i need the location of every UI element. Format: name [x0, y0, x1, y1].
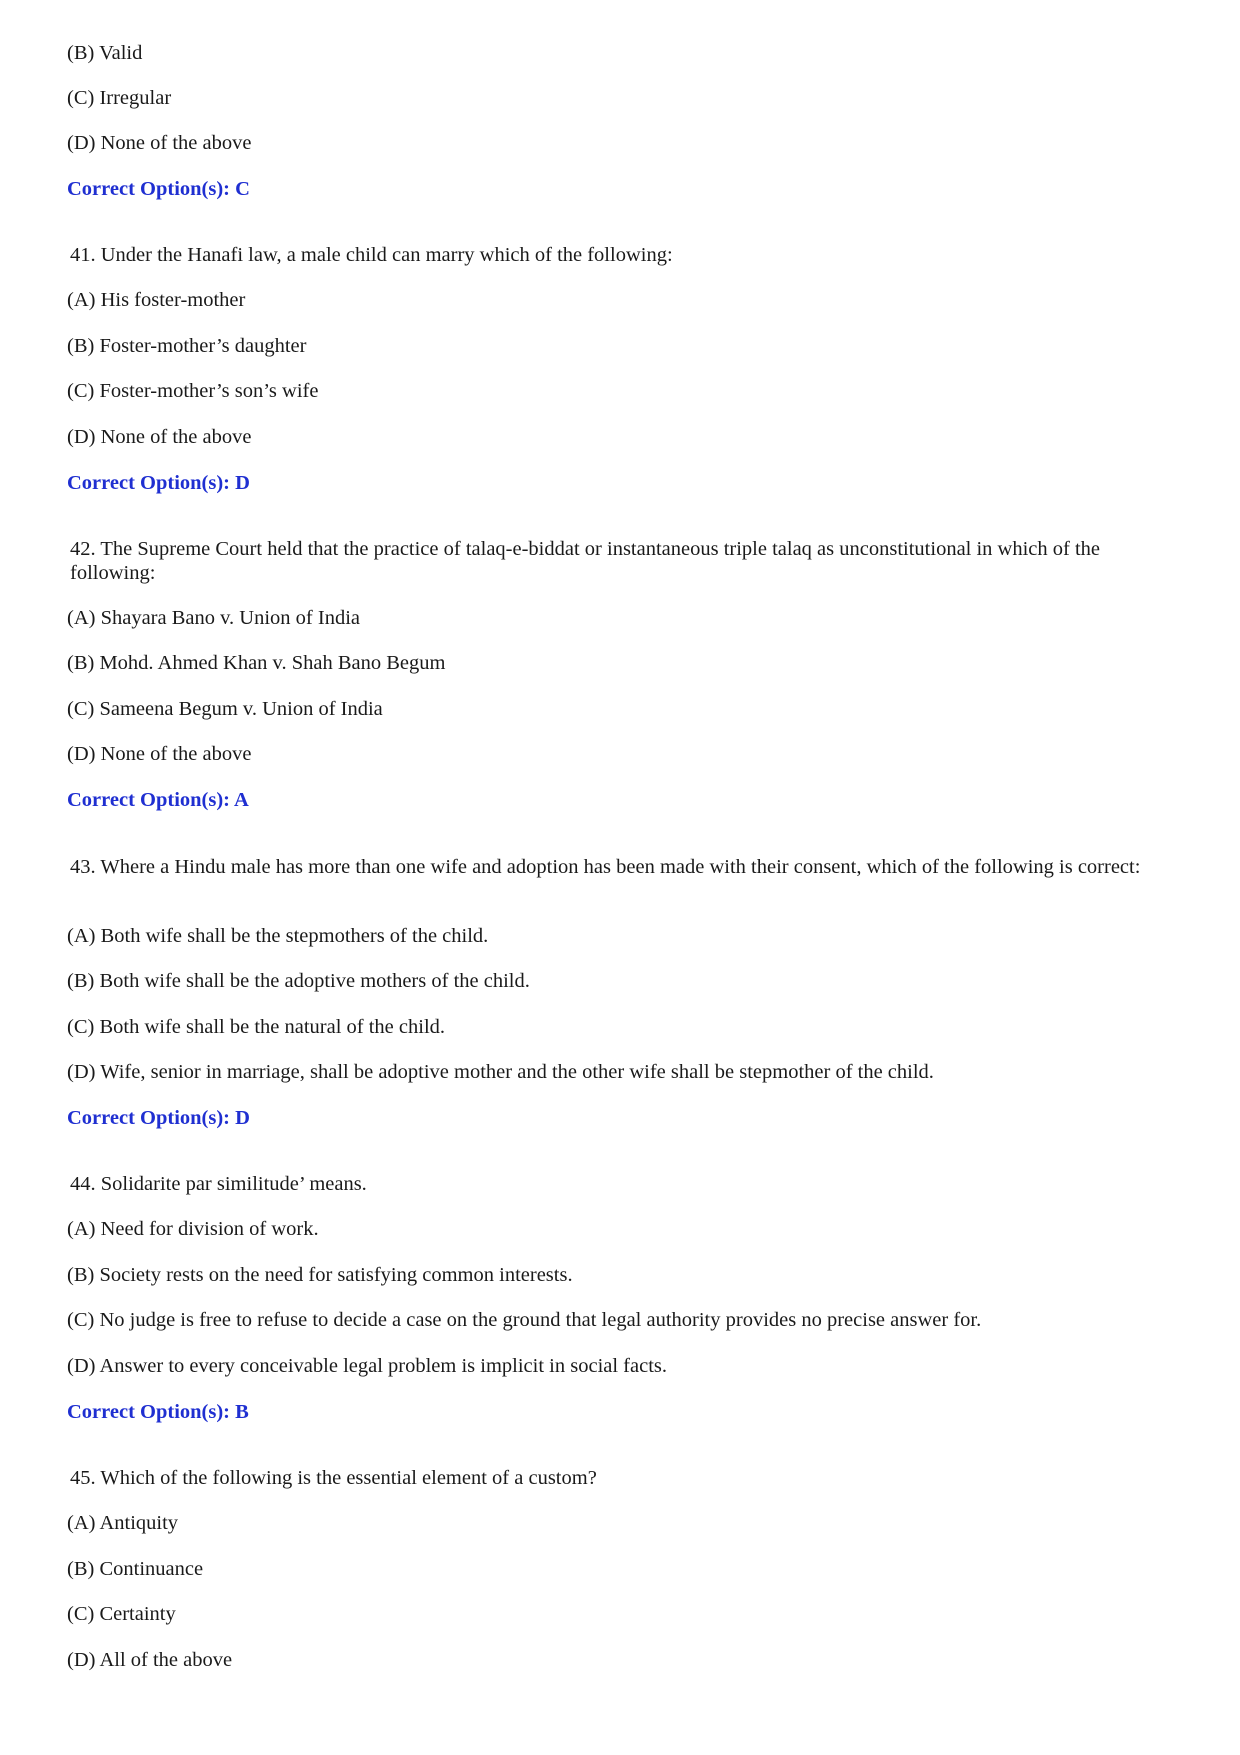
question-text: 44. Solidarite par similitude’ means.	[70, 1173, 367, 1195]
option-text: (B) Continuance	[67, 1558, 204, 1580]
option-text: (D) None of the above	[67, 426, 252, 448]
option-text: (A) Both wife shall be the stepmothers of the child.	[67, 925, 489, 947]
question-text: 42. The Supreme Court held that the practice of talaq-e-biddat or instantaneous triple talaq as unconstitutional in which of the following:	[70, 538, 1101, 584]
option-text: (A) Need for division of work.	[67, 1218, 319, 1240]
option-text: (C) Sameena Begum v. Union of India	[67, 698, 383, 720]
option-text: (A) Shayara Bano v. Union of India	[67, 607, 360, 629]
question-text: 43. Where a Hindu male has more than one wife and adoption has been made with their consent, which of the following is correct:	[70, 856, 1141, 878]
option-text: (A) His foster-mother	[67, 289, 246, 311]
option-text: (D) All of the above	[67, 1649, 233, 1671]
option-text: (D) Wife, senior in marriage, shall be adoptive mother and the other wife shall be stepmother of the child.	[67, 1061, 934, 1083]
option-text: (B) Both wife shall be the adoptive mothers of the child.	[67, 970, 530, 992]
question-text: 41. Under the Hanafi law, a male child can marry which of the following:	[70, 244, 673, 266]
option-text: (B) Valid	[67, 42, 143, 64]
correct-option: Correct Option(s): B	[67, 1401, 249, 1423]
option-text: (B) Society rests on the need for satisfying common interests.	[67, 1264, 573, 1286]
option-text: (D) Answer to every conceivable legal problem is implicit in social facts.	[67, 1355, 668, 1377]
question-text: 45. Which of the following is the essential element of a custom?	[70, 1467, 597, 1489]
correct-option: Correct Option(s): A	[67, 789, 249, 811]
correct-option: Correct Option(s): D	[67, 472, 250, 494]
option-text: (B) Foster-mother’s daughter	[67, 335, 307, 357]
option-text: (D) None of the above	[67, 132, 252, 154]
option-text: (C) No judge is free to refuse to decide a case on the ground that legal authority provides no precise answer for.	[67, 1309, 982, 1331]
option-text: (C) Certainty	[67, 1603, 176, 1625]
option-text: (C) Irregular	[67, 87, 172, 109]
option-text: (A) Antiquity	[67, 1512, 179, 1534]
correct-option: Correct Option(s): C	[67, 178, 250, 200]
option-text: (C) Both wife shall be the natural of the child.	[67, 1016, 446, 1038]
option-text: (B) Mohd. Ahmed Khan v. Shah Bano Begum	[67, 652, 446, 674]
correct-option: Correct Option(s): D	[67, 1107, 250, 1129]
option-text: (C) Foster-mother’s son’s wife	[67, 380, 319, 402]
option-text: (D) None of the above	[67, 743, 252, 765]
